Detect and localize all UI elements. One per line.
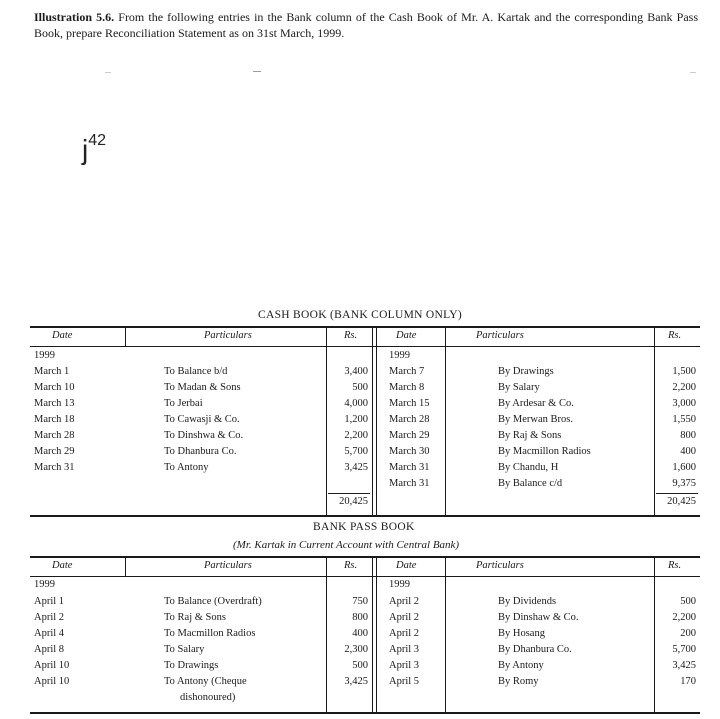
entry-particulars: By Macmillon Radios [498, 446, 591, 457]
cash-book-title: CASH BOOK (BANK COLUMN ONLY) [258, 309, 463, 321]
entry-particulars: By Raj & Sons [498, 430, 562, 441]
entry-date: March 7 [389, 366, 425, 377]
header-date: Date [396, 560, 417, 571]
entry-particulars: By Ardesar & Co. [498, 398, 574, 409]
entry-amount: 3,425 [344, 676, 368, 687]
entry-date: March 1 [34, 366, 70, 377]
entry-particulars: By Dividends [498, 596, 557, 607]
entry-amount: 3,425 [344, 462, 368, 473]
entry-date: March 18 [34, 414, 75, 425]
entry-amount: 3,000 [672, 398, 696, 409]
credit-total: 20,425 [667, 496, 696, 507]
entry-particulars: To Dhanbura Co. [164, 446, 237, 457]
entry-amount: 400 [680, 446, 696, 457]
entry-amount: 800 [680, 430, 696, 441]
entry-particulars: By Dhanbura Co. [498, 644, 572, 655]
entry-particulars: By Drawings [498, 366, 554, 377]
entry-amount: 2,300 [344, 644, 368, 655]
entry-date: March 31 [34, 462, 75, 473]
year-label: 1999 [389, 579, 410, 590]
entry-particulars: To Madan & Sons [164, 382, 241, 393]
entry-particulars: To Balance b/d [164, 366, 228, 377]
header-particulars: Particulars [476, 560, 524, 571]
header-rs: Rs. [668, 560, 682, 571]
entry-date: March 31 [389, 478, 430, 489]
entry-amount: 4,000 [344, 398, 368, 409]
scan-speck [253, 71, 261, 72]
entry-date: March 28 [34, 430, 75, 441]
year-label: 1999 [34, 579, 55, 590]
note-superscript: 42 [88, 131, 107, 149]
col-divider [445, 556, 446, 712]
entry-particulars-continued: dishonoured) [180, 692, 236, 703]
center-divider-left [372, 326, 373, 515]
entry-amount: 1,600 [672, 462, 696, 473]
entry-date: April 4 [34, 628, 65, 639]
header-particulars: Particulars [204, 330, 252, 341]
header-rs: Rs. [344, 330, 358, 341]
top-rule [30, 556, 700, 558]
entry-amount: 5,700 [344, 446, 368, 457]
entry-date: March 10 [34, 382, 75, 393]
entry-particulars: To Cawasji & Co. [164, 414, 240, 425]
entry-amount: 1,200 [344, 414, 368, 425]
entry-particulars: To Drawings [164, 660, 219, 671]
entry-date: March 8 [389, 382, 425, 393]
bottom-rule [30, 515, 700, 517]
illustration-label: Illustration 5.6. [34, 10, 115, 24]
entry-date: March 29 [389, 430, 430, 441]
year-label: 1999 [389, 350, 410, 361]
center-divider-left [372, 556, 373, 712]
entry-particulars: By Merwan Bros. [498, 414, 573, 425]
entry-particulars: By Chandu, H [498, 462, 559, 473]
pass-book-title: BANK PASS BOOK [313, 521, 415, 533]
bottom-rule [30, 712, 700, 714]
entry-date: April 2 [34, 612, 65, 623]
entry-date: April 3 [389, 644, 420, 655]
header-date: Date [396, 330, 417, 341]
pass-book-subtitle: (Mr. Kartak in Current Account with Central Bank) [233, 539, 460, 551]
entry-amount: 500 [352, 660, 368, 671]
header-divider [125, 556, 126, 576]
entry-amount: 750 [352, 596, 368, 607]
entry-date: April 2 [389, 596, 420, 607]
entry-particulars: To Antony [164, 462, 209, 473]
entry-particulars: To Salary [164, 644, 205, 655]
center-divider-right [376, 556, 377, 712]
entry-particulars: By Balance c/d [498, 478, 563, 489]
entry-amount: 2,200 [672, 612, 696, 623]
entry-particulars: To Dinshwa & Co. [164, 430, 244, 441]
year-label: 1999 [34, 350, 55, 361]
entry-date: March 31 [389, 462, 430, 473]
entry-date: April 2 [389, 612, 420, 623]
center-divider-right [376, 326, 377, 515]
entry-amount: 500 [680, 596, 696, 607]
illustration-intro [34, 9, 698, 41]
header-rs: Rs. [344, 560, 358, 571]
entry-amount: 400 [352, 628, 368, 639]
header-particulars: Particulars [204, 560, 252, 571]
entry-particulars: To Antony (Cheque [164, 676, 247, 687]
entry-amount: 500 [352, 382, 368, 393]
note-letter: j [82, 134, 89, 165]
cash-book-table [30, 326, 700, 518]
pass-book-table [30, 556, 700, 716]
header-date: Date [52, 560, 73, 571]
entry-date: April 3 [389, 660, 420, 671]
entry-particulars: By Hosang [498, 628, 545, 639]
entry-amount: 2,200 [672, 382, 696, 393]
entry-amount: 9,375 [672, 478, 696, 489]
debit-total: 20,425 [339, 496, 368, 507]
header-rule [30, 576, 700, 577]
header-particulars: Particulars [476, 330, 524, 341]
entry-amount: 5,700 [672, 644, 696, 655]
entry-amount: 3,425 [672, 660, 696, 671]
entry-date: April 10 [34, 660, 70, 671]
scan-speck [690, 72, 696, 73]
entry-date: April 2 [389, 628, 420, 639]
entry-amount: 170 [680, 676, 696, 687]
entry-date: March 30 [389, 446, 430, 457]
entry-particulars: To Balance (Overdraft) [164, 596, 262, 607]
entry-date: April 10 [34, 676, 70, 687]
header-date: Date [52, 330, 73, 341]
entry-amount: 1,500 [672, 366, 696, 377]
entry-particulars: By Dinshaw & Co. [498, 612, 579, 623]
entry-amount: 1,550 [672, 414, 696, 425]
entry-particulars: By Salary [498, 382, 540, 393]
entry-amount: 2,200 [344, 430, 368, 441]
entry-date: March 29 [34, 446, 75, 457]
handwritten-note [82, 131, 107, 166]
entry-amount: 200 [680, 628, 696, 639]
entry-amount: 800 [352, 612, 368, 623]
header-rs: Rs. [668, 330, 682, 341]
illustration-text: From the following entries in the Bank column of the Cash Book of Mr. A. Kartak and the corresponding Bank Pass Book, prepare Reconciliation Statement as on 31st March, 1999. [34, 10, 699, 40]
top-rule [30, 326, 700, 328]
entry-date: April 5 [389, 676, 420, 687]
entry-particulars: By Antony [498, 660, 544, 671]
header-divider [125, 326, 126, 346]
entry-particulars: By Romy [498, 676, 539, 687]
scan-speck [105, 72, 111, 73]
col-divider [445, 326, 446, 515]
entry-date: March 28 [389, 414, 430, 425]
entry-particulars: To Raj & Sons [164, 612, 226, 623]
header-rule [30, 346, 700, 347]
entry-date: March 15 [389, 398, 430, 409]
entry-date: April 1 [34, 596, 65, 607]
entry-date: March 13 [34, 398, 75, 409]
entry-date: April 8 [34, 644, 65, 655]
entry-particulars: To Macmillon Radios [164, 628, 256, 639]
entry-particulars: To Jerbai [164, 398, 203, 409]
entry-amount: 3,400 [344, 366, 368, 377]
